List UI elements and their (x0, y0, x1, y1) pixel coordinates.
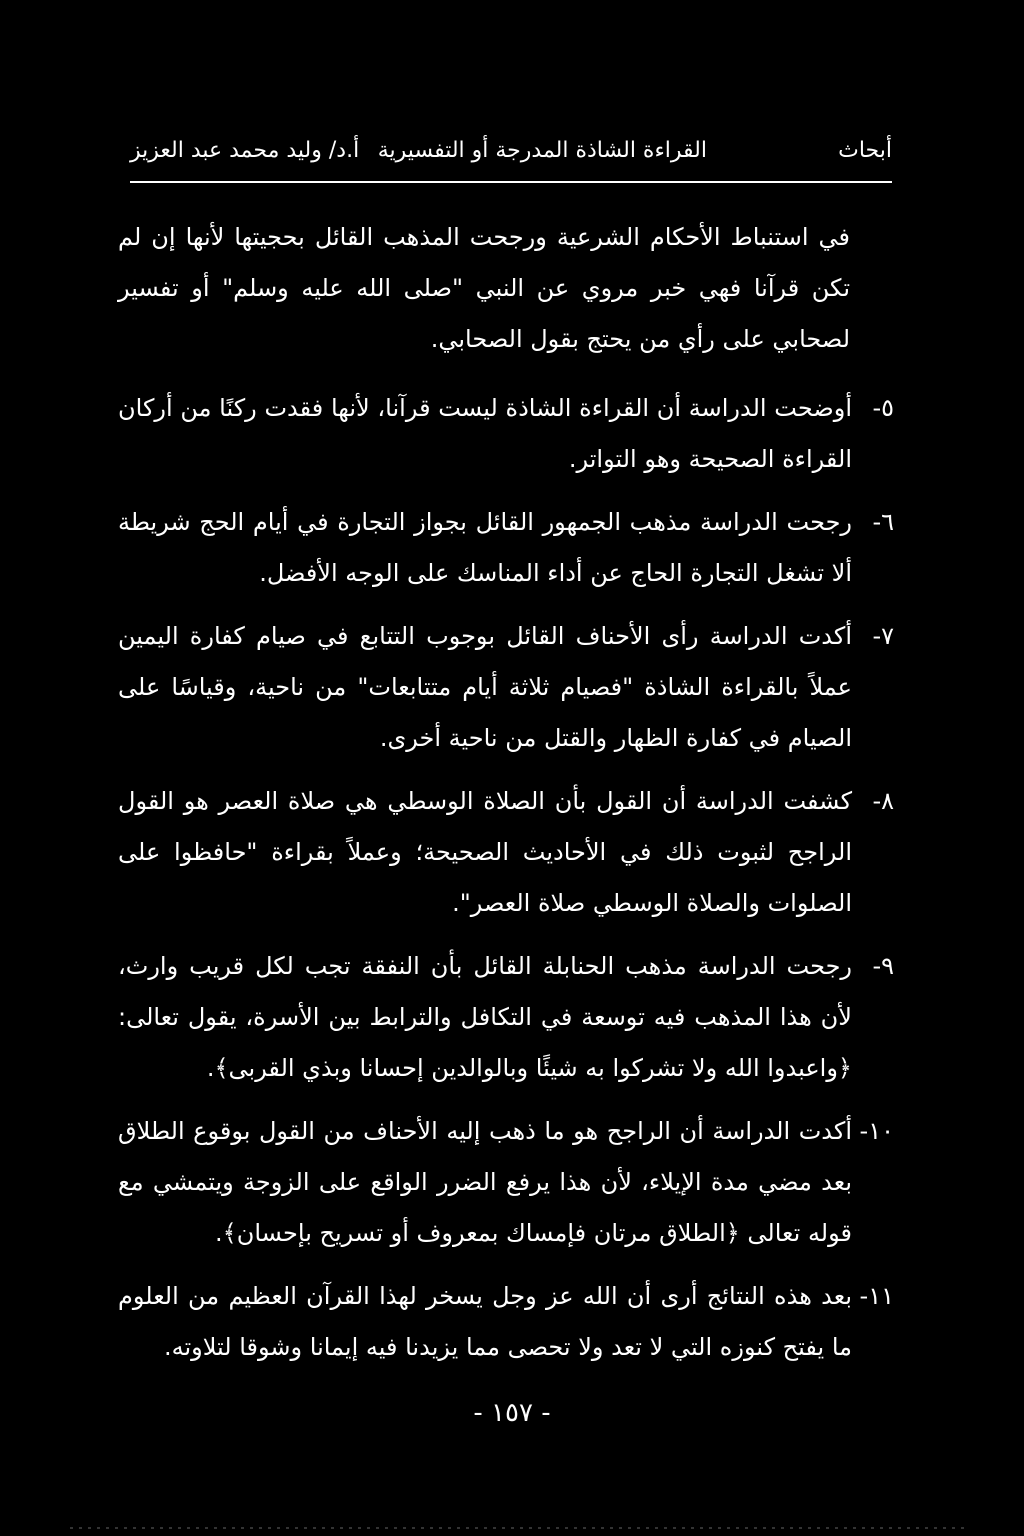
finding-text: أكدت الدراسة رأى الأحناف القائل بوجوب التتابع في صيام كفارة اليمين عملاً بالقراءة الشاذة "فصيام ثلاثة أيام متتابعات" من ناحية، وقياسًا على الصيام في كفارة الظهار والقتل من ناحية أخرى. (118, 622, 852, 752)
finding-item-11 (118, 1271, 894, 1373)
finding-number: ١١- (859, 1282, 894, 1310)
finding-item-10 (118, 1106, 894, 1259)
findings-list (118, 212, 894, 1385)
running-header (130, 138, 892, 178)
finding-text: رجحت الدراسة مذهب الجمهور القائل بجواز التجارة في أيام الحج شريطة ألا تشغل التجارة الحاج عن أداء المناسك على الوجه الأفضل. (118, 508, 852, 587)
finding-number: ٦- (872, 508, 894, 536)
header-author: أ.د/ وليد محمد عبد العزيز (130, 138, 360, 163)
page-number: - ١٥٧ - (473, 1398, 551, 1428)
finding-number: ٧- (872, 622, 894, 650)
finding-number: ٥- (872, 394, 894, 422)
finding-text: بعد هذه النتائج أرى أن الله عز وجل يسخر لهذا القرآن العظيم من العلوم ما يفتح كنوزه التي لا تعد ولا تحصى مما يزيدنا فيه إيمانا وشوقا لتلاوته. (118, 1282, 852, 1361)
finding-item-5 (118, 383, 894, 485)
header-divider (130, 181, 892, 183)
finding-text: كشفت الدراسة أن القول بأن الصلاة الوسطي هي صلاة العصر هو القول الراجح لثبوت ذلك في الأحاديث الصحيحة؛ وعملاً بقراءة "حافظوا على الصلوات والصلاة الوسطي صلاة العصر". (118, 787, 852, 917)
header-article-title: القراءة الشاذة المدرجة أو التفسيرية (377, 138, 707, 163)
finding-text: أكدت الدراسة أن الراجح هو ما ذهب إليه الأحناف من القول بوقوع الطلاق بعد مضي مدة الإيلاء، لأن هذا يرفع الضرر الواقع على الزوجة ويتمشي مع قوله تعالى ﴿الطلاق مرتان فإمساك بمعروف أو تسريح بإحسان﴾. (118, 1117, 852, 1247)
paragraph-continuation (118, 212, 894, 365)
finding-item-9 (118, 941, 894, 1094)
finding-text: أوضحت الدراسة أن القراءة الشاذة ليست قرآنا، لأنها فقدت ركنًا من أركان القراءة الصحيحة وهو التواتر. (118, 394, 852, 473)
finding-item-8 (118, 776, 894, 929)
finding-text: رجحت الدراسة مذهب الحنابلة القائل بأن النفقة تجب لكل قريب وارث، لأن هذا المذهب فيه توسعة في التكافل والترابط بين الأسرة، يقول تعالى: ﴿واعبدوا الله ولا تشركوا به شيئًا وبالوالدين إحسانا وبذي القربى﴾. (118, 952, 852, 1082)
finding-number: ١٠- (859, 1117, 894, 1145)
finding-item-7 (118, 611, 894, 764)
finding-number: ٩- (872, 952, 894, 980)
finding-item-6 (118, 497, 894, 599)
header-section-title: أبحاث (838, 138, 892, 163)
scan-edge-artifact (70, 1527, 970, 1529)
paragraph-text: في استنباط الأحكام الشرعية ورجحت المذهب القائل بحجيتها لأنها إن لم تكن قرآنا فهي خبر مروي عن النبي "صلى الله عليه وسلم" أو تفسير لصحابي على رأي من يحتج بقول الصحابي. (118, 223, 850, 353)
finding-number: ٨- (872, 787, 894, 815)
